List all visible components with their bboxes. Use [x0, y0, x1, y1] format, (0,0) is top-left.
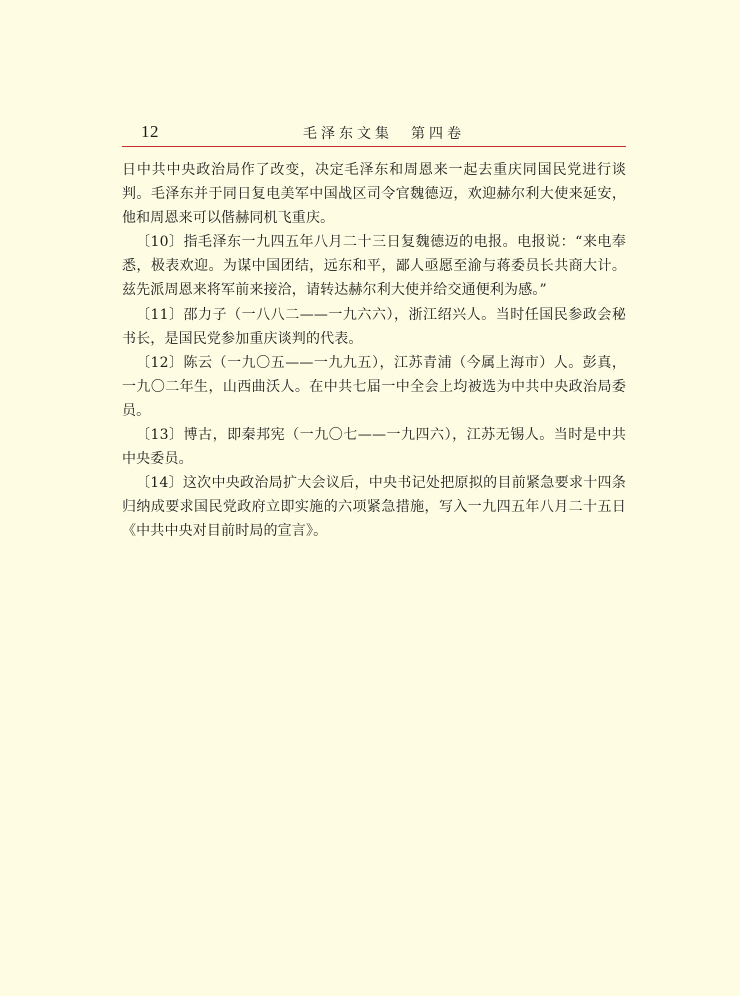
page-number: 12 — [141, 122, 159, 141]
header-rule — [122, 146, 626, 147]
note-11: 〔11〕邵力子（一八八二——一九六六），浙江绍兴人。当时任国民参政会秘书长，是国民党参加重庆谈判的代表。 — [122, 306, 626, 347]
note-14: 〔14〕这次中央政治局扩大会议后，中央书记处把原拟的目前紧急要求十四条归纳成要求国民党政府立即实施的六项紧急措施，写入一九四五年八月二十五日《中共中央对目前时局的宣言》。 — [122, 475, 626, 540]
paragraph-continuation: 日中共中央政治局作了改变，决定毛泽东和周恩来一起去重庆同国民党进行谈判。毛泽东并于同日复电美军中国战区司令官魏德迈，欢迎赫尔利大使来延安，他和周恩来可以偕赫同机飞重庆。 — [122, 162, 626, 227]
note-10: 〔10〕指毛泽东一九四五年八月二十三日复魏德迈的电报。电报说：“来电奉悉，极表欢迎。为谋中国团结，远东和平，鄙人亟愿至渝与蒋委员长共商大计。兹先派周恩来将军前来接洽，请转达赫尔利大使并给交通便利为感。” — [122, 234, 626, 299]
body-text — [122, 158, 626, 544]
note-13: 〔13〕博古，即秦邦宪（一九〇七——一九四六），江苏无锡人。当时是中共中央委员。 — [122, 427, 626, 468]
running-head: 毛泽东文集 第四卷 — [303, 126, 465, 142]
note-12: 〔12〕陈云（一九〇五——一九九五），江苏青浦（今属上海市）人。彭真，一九〇二年生，山西曲沃人。在中共七届一中全会上均被选为中共中央政治局委员。 — [122, 354, 626, 419]
page-header — [122, 120, 626, 144]
